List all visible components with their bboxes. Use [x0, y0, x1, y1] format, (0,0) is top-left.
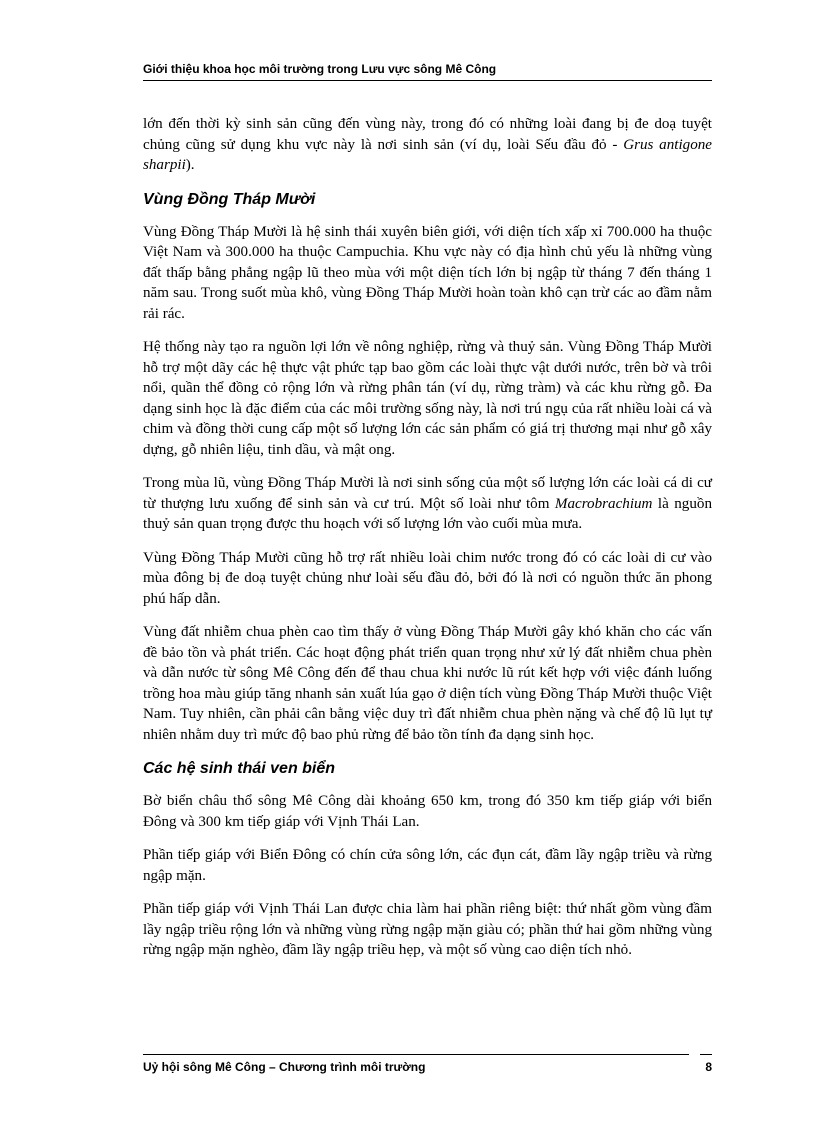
paragraph-east-sea: Phần tiếp giáp với Biển Đông có chín cửa sông lớn, các đụn cát, đầm lầy ngập triều và rừng ngập mặn. — [143, 847, 712, 884]
paragraph-coastline: Bờ biển châu thổ sông Mê Công dài khoảng 650 km, trong đó 350 km tiếp giáp với biển Đông và 300 km tiếp giáp với Vịnh Thái Lan. — [143, 793, 712, 830]
paragraph-resources: Hệ thống này tạo ra nguồn lợi lớn về nông nghiệp, rừng và thuỷ sản. Vùng Đồng Tháp Mười hỗ trợ một dãy các hệ thực vật phức tạp bao gồm các loài thực vật dưới nước, trên bờ và trôi nổi, quần thể đồng cỏ rộng lớn và rừng phân tán (ví dụ, rừng tràm) và các khu rừng gỗ. Đa dạng sinh học là đặc điểm của các môi trường sống này, là nơi trú ngụ của rất nhiều loài cá và chim và đồng thời cung cấp một số lượng lớn các sản phẩm có giá trị thương mại như gỗ xây dựng, gỗ nhiên liệu, tinh dầu, và mật ong. — [143, 339, 712, 458]
footer-rule-page — [700, 1054, 712, 1055]
header-rule — [143, 80, 712, 81]
footer-text: Uỷ hội sông Mê Công – Chương trình môi trường — [143, 1060, 426, 1074]
species-name: Grus antigone sharpii — [143, 136, 713, 173]
paragraph-acid-sulphate: Vùng đất nhiễm chua phèn cao tìm thấy ở vùng Đồng Tháp Mười gây khó khăn cho các vấn đề bảo tồn và phát triển. Các hoạt động phát triển quan trọng như xử lý đất nhiễm chua phèn và dẫn nước từ sông Mê Công đến để thau chua khi nước lũ rút kết hợp với việc đánh luống trồng hoa màu giúp tăng nhanh sản xuất lúa gạo ở diện tích vùng Đồng Tháp Mười thuộc Việt Nam. Tuy nhiên, cần phải cân bằng việc duy trì đất nhiễm chua phèn nặng và chế độ lũ lụt tự nhiên nhằm duy trì mức độ bao phủ rừng để bảo tồn tính đa dạng sinh học. — [143, 624, 712, 743]
paragraph-gulf-of-thailand: Phần tiếp giáp với Vịnh Thái Lan được chia làm hai phần riêng biệt: thứ nhất gồm vùng đầm lầy ngập triều rộng lớn và những vùng rừng ngập mặn giàu có; phần thứ hai gồm những vùng rừng ngập mặn nghèo, đầm lầy ngập triều hẹp, và một số vùng cao diện tích nhỏ. — [143, 901, 712, 958]
paragraph-ecosystem-overview: Vùng Đồng Tháp Mười là hệ sinh thái xuyên biên giới, với diện tích xấp xỉ 700.000 ha thuộc Việt Nam và 300.000 ha thuộc Campuchia. Khu vực này có địa hình chủ yếu là những vùng đất thấp bằng phẳng ngập lũ theo mùa với một diện tích lớn bị ngập từ tháng 7 đến tháng 1 năm sau. Trong suốt mùa khô, vùng Đồng Tháp Mười hoàn toàn khô cạn trừ các ao đầm nằm rải rác. — [143, 223, 712, 322]
paragraph-flood-season — [143, 473, 712, 535]
running-footer — [143, 1060, 712, 1075]
paragraph-waterbirds: Vùng Đồng Tháp Mười cũng hỗ trợ rất nhiều loài chim nước trong đó có các loài di cư vào mùa đông bị đe doạ tuyệt chủng như loài sếu đầu đỏ, bởi đó là nơi có nguồn thức ăn phong phú hấp dẫn. — [143, 549, 712, 607]
running-header: Giới thiệu khoa học môi trường trong Lưu vực sông Mê Công — [143, 62, 497, 76]
document-body — [143, 114, 712, 974]
page-number: 8 — [705, 1060, 712, 1074]
paragraph-text: là nguồn thuỷ sản quan trọng được thu hoạch với số lượng lớn vào cuối mùa mưa. — [143, 495, 712, 532]
section-heading-dong-thap-muoi: Vùng Đồng Tháp Mười — [143, 190, 316, 208]
footer-rule — [143, 1054, 689, 1055]
paragraph-text: Trong mùa lũ, vùng Đồng Tháp Mười là nơi sinh sống của một số lượng lớn các loài cá di cư từ thượng lưu xuống để sinh sản và cư trú. Một số loài như tôm — [143, 475, 712, 512]
section-heading-coastal-ecosystems: Các hệ sinh thái ven biển — [143, 760, 336, 777]
paragraph-text: lớn đến thời kỳ sinh sản cũng đến vùng này, trong đó có những loài đang bị đe doạ tuyệt chủng cũng sử dụng khu vực này là nơi sinh sản (ví dụ, loài Sếu đầu đỏ - — [143, 116, 712, 153]
paragraph-sarus-crane — [143, 114, 712, 176]
paragraph-text: ). — [185, 157, 195, 173]
species-name: Macrobrachium — [554, 495, 653, 512]
